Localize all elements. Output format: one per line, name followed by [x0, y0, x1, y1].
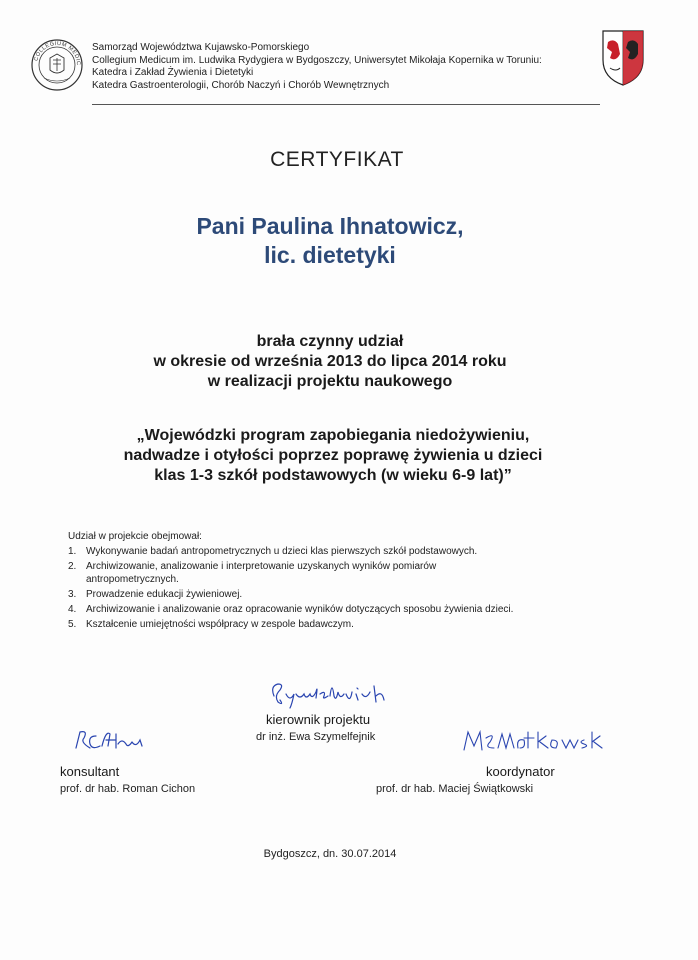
header-line-4: Katedra Gastroenterologii, Chorób Naczyń i Chorób Wewnętrznych — [92, 79, 390, 91]
header-line-3: Katedra i Zakład Żywienia i Dietetyki — [92, 67, 254, 78]
header-divider — [92, 104, 600, 105]
place-and-date: Bydgoszcz, dn. 30.07.2014 — [263, 848, 397, 860]
institution-header — [92, 42, 592, 92]
list-item-text: Archiwizowanie, analizowanie i interpretowanie uzyskanych wyników pomiarów antropometrycznych. — [86, 561, 437, 585]
regional-coat-of-arms-icon — [600, 28, 646, 88]
list-item-number: 5. — [68, 619, 77, 630]
leader-name: dr inż. Ewa Szymelfejnik — [256, 731, 376, 743]
statement-line-1: brała czynny udział — [256, 333, 404, 350]
project-scope — [68, 530, 608, 633]
list-item-number: 1. — [68, 546, 77, 557]
consultant-name: prof. dr hab. Roman Cichon — [60, 783, 196, 795]
list-item-text: Wykonywanie badań antropometrycznych u dzieci klas pierwszych szkół podstawowych. — [86, 546, 478, 557]
participation-statement — [0, 332, 660, 392]
list-item — [68, 618, 608, 631]
list-item — [68, 603, 556, 616]
certificate-title: CERTYFIKAT — [270, 148, 404, 171]
header-line-1: Samorząd Województwa Kujawsko-Pomorskiego — [92, 42, 310, 53]
list-item-number: 2. — [68, 561, 77, 572]
leader-role: kierownik projektu — [266, 712, 371, 727]
header-line-2: Collegium Medicum im. Ludwika Rydygiera w Bydgoszczy, Uniwersytet Mikołaja Kopernika w Toruniu: — [92, 54, 542, 66]
project-title-line-2: nadwadze i otyłości poprzez poprawę żywienia u dzieci — [123, 447, 543, 464]
consultant-signature-block — [62, 722, 242, 802]
scope-list — [68, 545, 608, 631]
svg-text:COLLEGIUM MEDICUM: COLLEGIUM MEDIC — [33, 40, 82, 66]
recipient-block — [0, 212, 660, 270]
project-title-line-3: klas 1-3 szkół podstawowych (w wieku 6-9 lat)” — [154, 467, 512, 484]
statement-line-2: w okresie od września 2013 do lipca 2014 roku — [153, 353, 507, 370]
list-item-number: 4. — [68, 604, 77, 615]
coordinator-role: koordynator — [486, 764, 555, 779]
recipient-name: Pani Paulina Ihnatowicz, — [196, 213, 464, 239]
consultant-role: konsultant — [60, 764, 120, 779]
statement-line-3: w realizacji projektu naukowego — [207, 373, 453, 390]
list-item-text: Archiwizowanie i analizowanie oraz opracowanie wyników dotyczących sposobu żywienia dzieci. — [86, 604, 514, 615]
list-item-text: Prowadzenie edukacji żywieniowej. — [86, 589, 243, 600]
list-item-text: Kształcenie umiejętności współpracy w zespole badawczym. — [86, 619, 354, 630]
coordinator-name: prof. dr hab. Maciej Świątkowski — [376, 783, 534, 795]
coordinator-handwritten-signature — [460, 724, 610, 758]
list-item-number: 3. — [68, 589, 77, 600]
coordinator-signature-block — [374, 722, 614, 802]
project-title — [0, 426, 666, 486]
leader-handwritten-signature — [266, 676, 396, 710]
list-item — [68, 545, 608, 558]
list-item — [68, 560, 506, 586]
scope-heading: Udział w projekcie obejmował: — [68, 531, 202, 542]
list-item — [68, 588, 608, 601]
project-title-line-1: „Wojewódzki program zapobiegania niedożywieniu, — [136, 427, 530, 444]
collegium-medicum-seal-icon — [30, 38, 84, 92]
recipient-degree: lic. dietetyki — [264, 242, 396, 268]
consultant-handwritten-signature — [70, 724, 150, 758]
